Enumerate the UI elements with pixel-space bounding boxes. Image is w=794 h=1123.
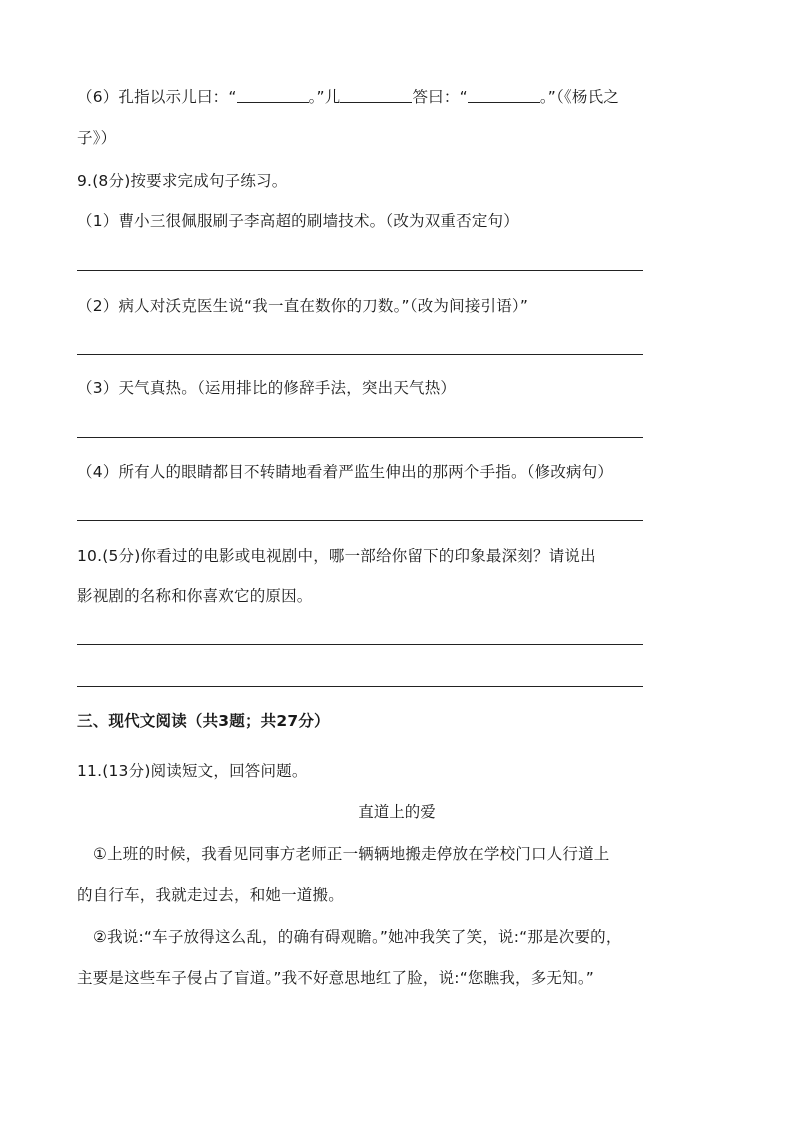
answer-blank-2[interactable] — [340, 88, 412, 103]
q9-item-3: （3）天气真热。（运用排比的修辞手法，突出天气热） — [77, 379, 457, 397]
q8-item-6-prefix: （6）孔指以示儿曰：“ — [77, 88, 237, 106]
answer-line-q9-2[interactable] — [77, 354, 643, 355]
passage-title: 直道上的爱 — [358, 803, 436, 821]
q11-header: 11.(13分)阅读短文，回答问题。 — [77, 762, 308, 780]
answer-blank-1[interactable] — [237, 88, 309, 103]
section-3-heading: 三、现代文阅读（共3题；共27分） — [77, 712, 330, 730]
q10-line-1: 10.(5分)你看过的电影或电视剧中，哪一部给你留下的印象最深刻？请说出 — [77, 547, 596, 565]
answer-line-q9-3[interactable] — [77, 437, 643, 438]
paragraph-1-line-2: 的自行车，我就走过去，和她一道搬。 — [77, 886, 344, 904]
answer-line-q9-1[interactable] — [77, 270, 643, 271]
q8-item-6-continuation: 子》） — [77, 129, 117, 147]
paragraph-2-line-1: ②我说:“车子放得这么乱，的确有碍观瞻。”她冲我笑了笑，说:“那是次要的， — [93, 928, 622, 946]
answer-line-q10-2[interactable] — [77, 686, 643, 687]
answer-blank-3[interactable] — [468, 88, 540, 103]
q9-header: 9.(8分)按要求完成句子练习。 — [77, 172, 288, 190]
q8-item-6-mid1: 。”儿 — [308, 88, 341, 106]
q9-item-4: （4）所有人的眼睛都目不转睛地看着严监生伸出的那两个手指。（修改病句） — [77, 463, 614, 481]
answer-line-q10-1[interactable] — [77, 644, 643, 645]
q9-item-1: （1）曹小三很佩服刷子李高超的刷墙技术。（改为双重否定句） — [77, 212, 519, 230]
q8-item-6 — [77, 86, 619, 108]
q8-item-6-mid3: 。”（《杨氏之 — [539, 88, 620, 106]
answer-line-q9-4[interactable] — [77, 520, 643, 521]
q10-line-2: 影视剧的名称和你喜欢它的原因。 — [77, 587, 313, 605]
q8-item-6-mid2: 答曰：“ — [412, 88, 468, 106]
paragraph-2-line-2: 主要是这些车子侵占了盲道。”我不好意思地红了脸，说:“您瞧我，多无知。” — [77, 969, 595, 987]
paragraph-1-line-1: ①上班的时候，我看见同事方老师正一辆辆地搬走停放在学校门口人行道上 — [93, 845, 610, 863]
q9-item-2: （2）病人对沃克医生说“我一直在数你的刀数。”（改为间接引语）” — [77, 297, 529, 315]
